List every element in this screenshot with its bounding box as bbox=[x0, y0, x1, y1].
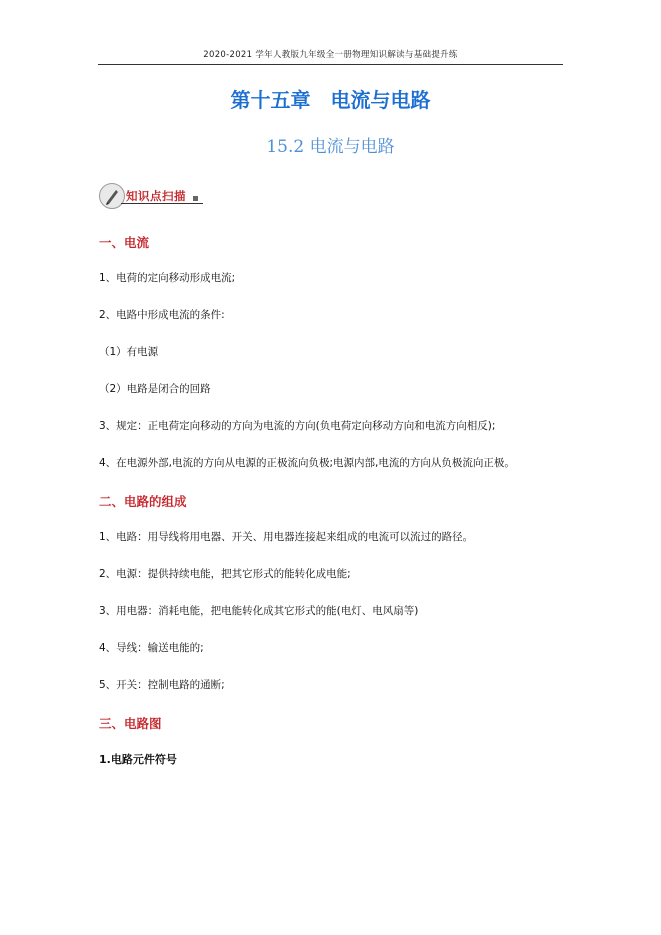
paragraph: 2、电源：提供持续电能，把其它形式的能转化成电能; bbox=[99, 568, 351, 580]
knowledge-badge bbox=[99, 183, 203, 211]
heading-current: 一、电流 bbox=[99, 235, 150, 250]
paragraph: 3、用电器：消耗电能，把电能转化成其它形式的能(电灯、电风扇等) bbox=[99, 605, 419, 617]
subheading-component-symbols: 1.电路元件符号 bbox=[99, 753, 177, 766]
badge-dot bbox=[193, 196, 198, 201]
heading-circuit-diagram: 三、电路图 bbox=[99, 716, 162, 731]
paragraph: 2、电路中形成电流的条件: bbox=[99, 309, 225, 321]
paragraph: 1、电荷的定向移动形成电流; bbox=[99, 272, 236, 284]
paragraph: 4、导线：输送电能的; bbox=[99, 642, 204, 654]
section-title: 15.2 电流与电路 bbox=[266, 137, 395, 157]
chapter-title: 第十五章 电流与电路 bbox=[230, 88, 431, 112]
paragraph: 5、开关：控制电路的通断; bbox=[99, 679, 225, 691]
paragraph: 4、在电源外部,电流的方向从电源的正极流向负极;电源内部,电流的方向从负极流向正极。 bbox=[99, 457, 515, 469]
pen-icon bbox=[99, 183, 125, 209]
badge-rule bbox=[121, 203, 203, 204]
badge-label: 知识点扫描 bbox=[126, 189, 186, 203]
paragraph: 1、电路：用导线将用电器、开关、用电器连接起来组成的电流可以流过的路径。 bbox=[99, 531, 474, 543]
paragraph: 3、规定：正电荷定向移动的方向为电流的方向(负电荷定向移动方向和电流方向相反); bbox=[99, 420, 496, 432]
paragraph: （2）电路是闭合的回路 bbox=[99, 383, 211, 395]
header-rule bbox=[98, 64, 563, 65]
paragraph: （1）有电源 bbox=[99, 346, 159, 358]
heading-circuit-composition: 二、电路的组成 bbox=[99, 494, 187, 509]
running-header: 2020-2021 学年人教版九年级全一册物理知识解读与基础提升练 bbox=[203, 50, 458, 60]
